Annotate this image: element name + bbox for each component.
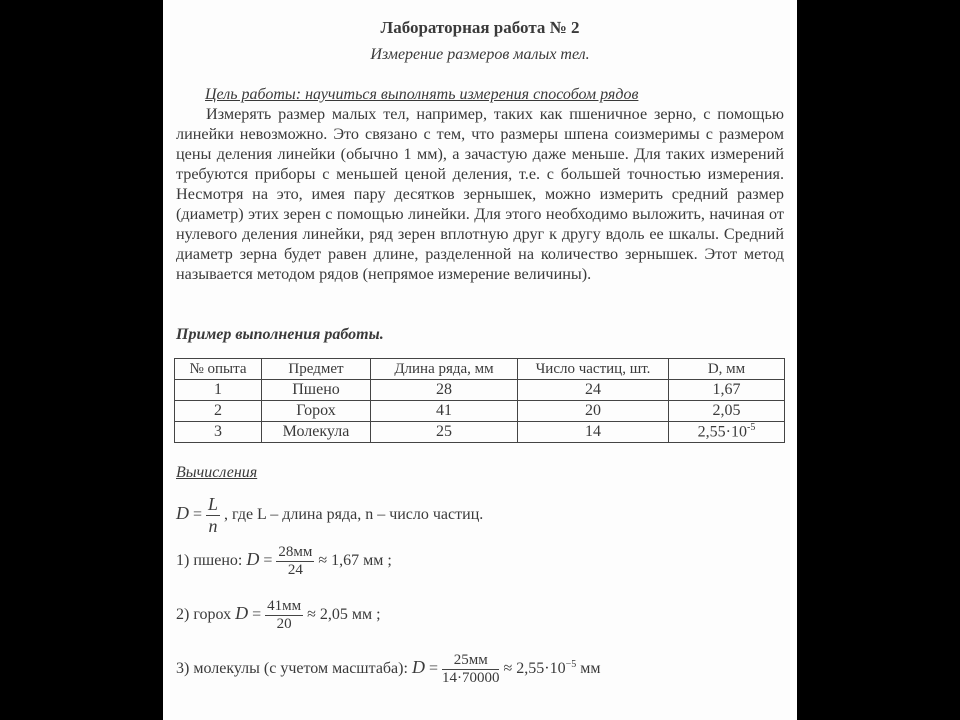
page-subtitle: Измерение размеров малых тел. bbox=[370, 46, 590, 63]
calc-result: ≈ 2,55·10 bbox=[503, 660, 566, 678]
table-header-row bbox=[175, 359, 785, 380]
formula-lhs: D bbox=[176, 503, 189, 524]
table-cell: 2,05 bbox=[669, 401, 785, 422]
calc-unit: мм bbox=[576, 660, 601, 678]
table-cell: Молекула bbox=[262, 422, 371, 443]
table-cell bbox=[669, 422, 785, 443]
table-cell: 1,67 bbox=[669, 380, 785, 401]
table-cell: 2 bbox=[175, 401, 262, 422]
example-label: Пример выполнения работы. bbox=[176, 326, 384, 343]
table-row bbox=[175, 422, 785, 443]
table-row bbox=[175, 401, 785, 422]
table-cell: 25 bbox=[371, 422, 518, 443]
calc-numerator: 41мм bbox=[267, 598, 302, 614]
table-cell: Пшено bbox=[262, 380, 371, 401]
table-cell: 24 bbox=[518, 380, 669, 401]
header-cell: Число частиц, шт. bbox=[518, 359, 669, 380]
table-cell: Горох bbox=[262, 401, 371, 422]
calc-numerator: 28мм bbox=[278, 544, 313, 560]
document-page bbox=[163, 0, 797, 720]
table-cell: 14 bbox=[518, 422, 669, 443]
calc-denominator: 24 bbox=[287, 562, 303, 578]
calc-label: 3) молекулы (с учетом масштаба): bbox=[176, 660, 408, 678]
table-row bbox=[175, 380, 785, 401]
exponent: −5 bbox=[565, 658, 577, 670]
calc-denominator: 14·70000 bbox=[441, 670, 500, 686]
calc-result: ≈ 1,67 мм ; bbox=[318, 552, 392, 570]
calc-label: 1) пшено: bbox=[176, 552, 243, 570]
formula-note: , где L – длина ряда, n – число частиц. bbox=[224, 506, 484, 524]
results-table bbox=[174, 358, 785, 443]
goal-line: Цель работы: научиться выполнять измерения способом рядов bbox=[205, 86, 639, 103]
calc-line-3: 3) молекулы (с учетом масштаба): D = $\frac{25мм}{14\cdot 70000}$ ≈ $2,55\cdot 10^{-5}$ мм bbox=[176, 652, 601, 686]
calculations-label: Вычисления bbox=[176, 464, 258, 481]
formula-numerator: L bbox=[208, 494, 219, 514]
calc-numerator: 25мм bbox=[442, 652, 500, 670]
calc-label: 2) горох bbox=[176, 606, 232, 624]
intro-paragraph: Измерять размер малых тел, например, таких как пшеничное зерно, с помощью линейки невозможно. Это связано с тем, что размеры шпена соизмеримы с размером цены деления линейки (обычно 1 мм), а зачастую даже меньше. Для таких измерений требуются приборы с меньшей ценой деления, т.е. с большей точностью измерения. Несмотря на это, имея пару десятков зернышек, можно измерить средний размер (диаметр) этих зерен с помощью линейки. Для этого необходимо выложить, начиная от нулевого деления линейки, ряд зерен вплотную друг к другу вдоль ее шкалы. Средний диаметр зерна будет равен длине, разделенной на количество зернышек. Этот метод называется методом рядов (непрямое измерение величины). bbox=[176, 105, 784, 283]
table-cell: 20 bbox=[518, 401, 669, 422]
table-cell: 41 bbox=[371, 401, 518, 422]
formula-fraction bbox=[206, 494, 220, 537]
header-cell: Длина ряда, мм bbox=[371, 359, 518, 380]
calc-fraction bbox=[265, 598, 303, 633]
calc-denominator: 20 bbox=[276, 616, 292, 632]
exponent: -5 bbox=[746, 422, 756, 434]
diameter-value: 2,55·10 bbox=[697, 423, 747, 441]
table-cell: 1 bbox=[175, 380, 262, 401]
formula-denominator: n bbox=[208, 516, 218, 536]
table-cell: 3 bbox=[175, 422, 262, 443]
page-title: Лабораторная работа № 2 bbox=[380, 18, 580, 37]
calc-line-1: 1) пшено: D = $\frac{28мм}{24}$ ≈ 1,67 мм ; bbox=[176, 544, 392, 578]
calc-fraction bbox=[276, 544, 314, 579]
calc-result: ≈ 2,05 мм ; bbox=[307, 606, 381, 624]
calc-fraction bbox=[442, 652, 500, 687]
table-cell: 28 bbox=[371, 380, 518, 401]
calc-line-2: 2) горох D = $\frac{41мм}{20}$ ≈ 2,05 мм ; bbox=[176, 598, 381, 632]
main-formula: D = $\frac{L}{n}$ , где L – длина ряда, n – число частиц. bbox=[176, 494, 484, 536]
header-cell: № опыта bbox=[175, 359, 262, 380]
header-cell: Предмет bbox=[262, 359, 371, 380]
header-cell: D, мм bbox=[669, 359, 785, 380]
